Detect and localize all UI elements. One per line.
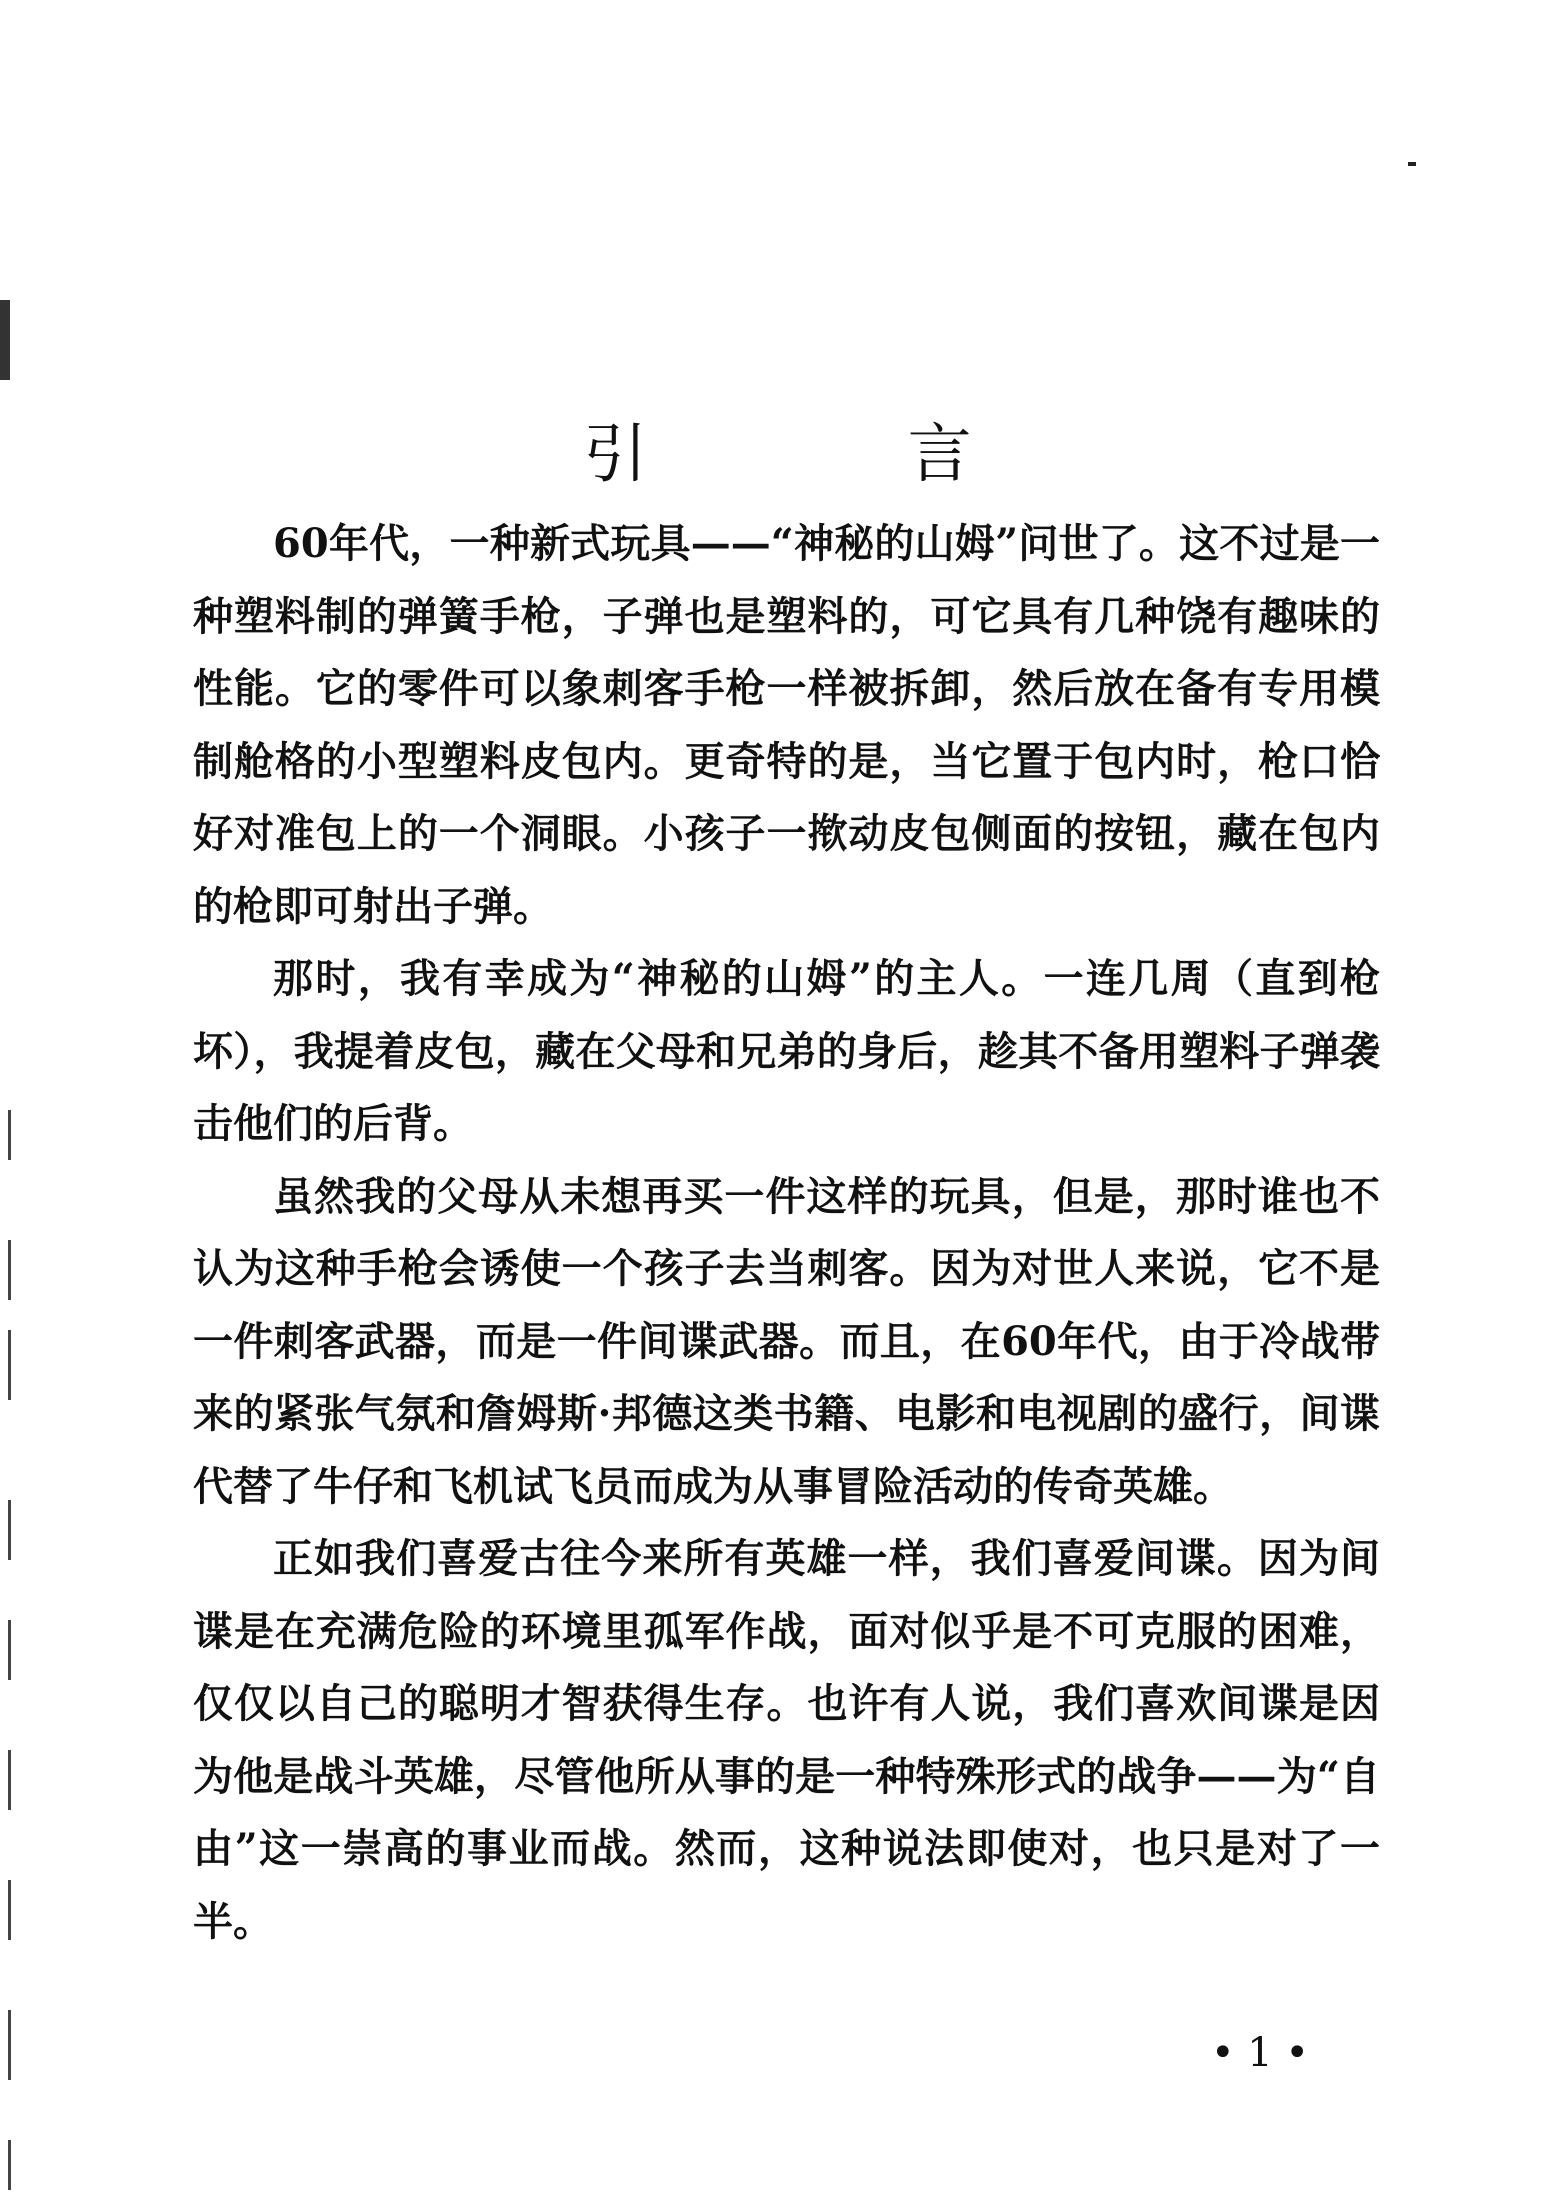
page-number: • 1 • <box>1210 2030 1310 2076</box>
page-title: 引 言 <box>583 417 1092 492</box>
paragraph-4: 正如我们喜爱古往今来所有英雄一样，我们喜爱间谍。因为间谍是在充满危险的环境里孤军作战，面对似乎是不可克服的困难，仅仅以自己的聪明才智获得生存。也许有人说，我们喜欢间谍是因为他是战斗英雄，尽管他所从事的是一种特殊形式的战争——为“自由”这一崇高的事业而战。然而，这种说法即使对，也只是对了一半。 <box>193 1535 1380 1945</box>
scan-edge-line <box>8 1880 11 1940</box>
scan-edge-line <box>8 1500 11 1560</box>
scan-edge-line <box>8 1750 11 1810</box>
scan-edge-line <box>8 1620 11 1680</box>
scan-edge-line <box>8 1330 11 1400</box>
paragraph-2: 那时，我有幸成为“神秘的山姆”的主人。一连几周（直到枪坏），我提着皮包，藏在父母和兄弟的身后，趁其不备用塑料子弹袭击他们的后背。 <box>193 955 1380 1147</box>
paragraph-3: 虽然我的父母从未想再买一件这样的玩具，但是，那时谁也不认为这种手枪会诱使一个孩子去当刺客。因为对世人来说，它不是一件刺客武器，而是一件间谍武器。而且，在60年代，由于冷战带来的紧张气氛和詹姆斯·邦德这类书籍、电影和电视剧的盛行，间谍代替了牛仔和飞机试飞员而成为从事冒险活动的传奇英雄。 <box>193 1172 1380 1510</box>
scan-edge-line <box>8 1240 11 1300</box>
scan-edge-line <box>8 2010 11 2080</box>
scan-edge-line <box>8 2140 11 2190</box>
paragraph-1: 60年代，一种新式玩具——“神秘的山姆”问世了。这不过是一种塑料制的弹簧手枪，子弹也是塑料的，可它具有几种饶有趣味的性能。它的零件可以象刺客手枪一样被拆卸，然后放在备有专用模制舱格的小型塑料皮包内。更奇特的是，当它置于包内时，枪口恰好对准包上的一个洞眼。小孩子一揿动皮包侧面的按钮，藏在包内的枪即可射出子弹。 <box>193 520 1380 930</box>
scan-edge-line <box>8 1110 11 1160</box>
scan-edge-mark <box>0 300 10 380</box>
body-text <box>193 508 1380 1958</box>
scan-speck <box>1408 162 1416 166</box>
